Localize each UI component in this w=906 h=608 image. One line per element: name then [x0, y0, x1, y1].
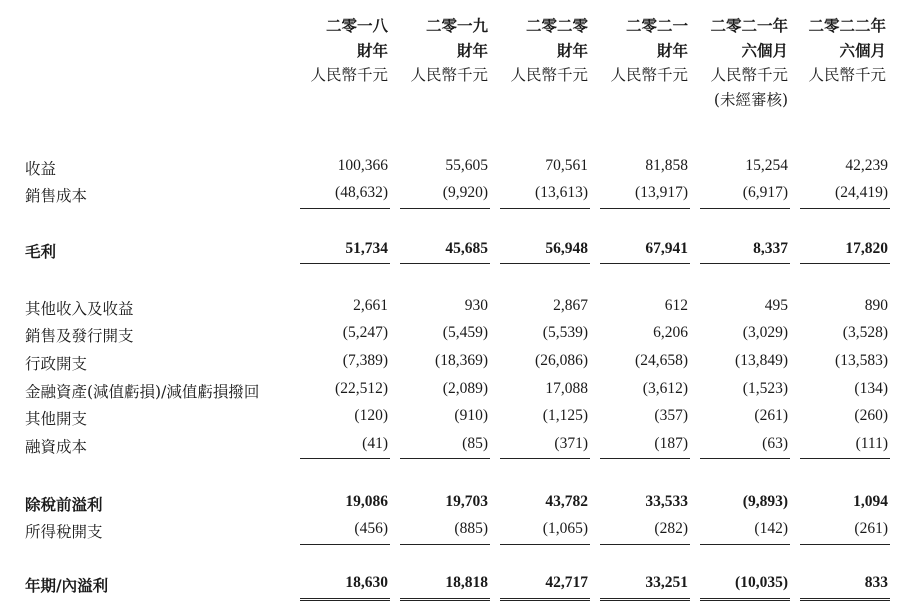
row-value: (3,029)	[742, 324, 788, 341]
row-value: (260)	[854, 407, 888, 424]
total-rule	[400, 263, 490, 264]
table-row-profit-for-period	[0, 571, 906, 597]
row-label: 除稅前溢利	[25, 495, 103, 514]
row-value: (371)	[554, 435, 588, 452]
row-value: 6,206	[653, 324, 688, 341]
header-currency: 人民幣千元	[410, 66, 488, 84]
row-value: 33,533	[645, 493, 688, 510]
table-row-profit-before-tax	[0, 490, 906, 516]
grand-total-double-rule	[800, 598, 890, 601]
row-value: 930	[464, 297, 488, 314]
total-rule	[600, 263, 690, 264]
row-label: 所得稅開支	[25, 523, 103, 541]
row-value: (26,086)	[535, 352, 588, 369]
row-value: (456)	[354, 520, 388, 537]
grand-total-double-rule	[400, 598, 490, 601]
row-label: 其他收入及收益	[25, 300, 134, 318]
subtotal-rule	[800, 208, 890, 209]
row-value: (13,917)	[635, 184, 688, 201]
table-row-gross-profit	[0, 237, 906, 263]
row-value: 19,086	[345, 493, 388, 510]
row-value: (910)	[454, 407, 488, 424]
subtotal-rule	[700, 544, 790, 545]
subtotal-rule	[600, 544, 690, 545]
header-currency: 人民幣千元	[710, 66, 788, 84]
row-value: (18,369)	[435, 352, 488, 369]
table-row-cost-of-sales	[0, 181, 906, 207]
column-header-fy2019	[392, 14, 488, 88]
grand-total-double-rule	[700, 598, 790, 601]
row-label: 銷售及發行開支	[25, 327, 134, 345]
row-value: 56,948	[545, 240, 588, 257]
subtotal-rule	[600, 208, 690, 209]
header-currency: 人民幣千元	[610, 66, 688, 84]
row-value: (142)	[754, 520, 788, 537]
row-value: 495	[764, 297, 788, 314]
subtotal-rule	[400, 544, 490, 545]
total-rule	[500, 263, 590, 264]
row-value: (63)	[762, 435, 788, 452]
row-value: 67,941	[645, 240, 688, 257]
row-label: 毛利	[25, 242, 57, 261]
row-value: (885)	[454, 520, 488, 537]
subtotal-rule	[800, 544, 890, 545]
column-header-fy2018	[292, 14, 388, 88]
row-value: 1,094	[853, 493, 888, 510]
row-value: 2,867	[553, 297, 588, 314]
row-value: (13,849)	[735, 352, 788, 369]
subtotal-rule	[500, 458, 590, 459]
total-rule	[300, 263, 390, 264]
row-value: 890	[864, 297, 888, 314]
row-label: 收益	[25, 160, 57, 178]
row-value: (120)	[354, 407, 388, 424]
row-value: 612	[664, 297, 688, 314]
row-value: (261)	[854, 520, 888, 537]
row-label: 銷售成本	[25, 187, 88, 205]
subtotal-rule	[300, 458, 390, 459]
subtotal-rule	[500, 544, 590, 545]
row-value: (111)	[855, 435, 888, 452]
subtotal-rule	[500, 208, 590, 209]
header-period: 二零二零	[525, 16, 588, 35]
row-value: 18,630	[345, 574, 388, 591]
row-value: 8,337	[753, 240, 788, 257]
grand-total-double-rule	[500, 598, 590, 601]
header-period-type: 六個月	[741, 40, 788, 60]
table-row-income-tax	[0, 517, 906, 543]
table-row-administrative-expenses	[0, 349, 906, 375]
row-value: 15,254	[745, 157, 788, 174]
row-value: 70,561	[545, 157, 588, 174]
subtotal-rule	[700, 458, 790, 459]
column-header-fy2021	[592, 14, 688, 88]
subtotal-rule	[400, 458, 490, 459]
row-value: 100,366	[337, 157, 388, 174]
header-unaudited-note: (未經審核)	[713, 90, 788, 109]
grand-total-double-rule	[300, 598, 390, 601]
row-value: 42,239	[845, 157, 888, 174]
header-period: 二零二一	[625, 16, 688, 35]
total-rule	[700, 263, 790, 264]
subtotal-rule	[800, 458, 890, 459]
table-row-revenue	[0, 154, 906, 180]
row-value: (2,089)	[442, 380, 488, 397]
row-value: 33,251	[645, 574, 688, 591]
table-row-other-income	[0, 294, 906, 320]
table-row-selling-expenses	[0, 321, 906, 347]
row-value: (41)	[362, 435, 388, 452]
row-value: (134)	[854, 380, 888, 397]
header-period-type: 財年	[656, 40, 688, 60]
row-value: (1,065)	[542, 520, 588, 537]
row-value: 81,858	[645, 157, 688, 174]
row-label: 金融資產(減值虧損)/減值虧損撥回	[25, 383, 260, 401]
header-currency: 人民幣千元	[808, 66, 886, 84]
row-value: 42,717	[545, 574, 588, 591]
header-period: 二零一八	[325, 16, 388, 35]
row-value: (7,389)	[342, 352, 388, 369]
row-value: 55,605	[445, 157, 488, 174]
header-period-type: 財年	[556, 40, 588, 60]
row-value: (5,539)	[542, 324, 588, 341]
table-row-impairment	[0, 377, 906, 403]
row-value: 2,661	[353, 297, 388, 314]
table-row-other-expenses	[0, 404, 906, 430]
row-value: (1,125)	[542, 407, 588, 424]
row-value: 833	[864, 574, 888, 591]
row-label: 其他開支	[25, 410, 88, 428]
total-rule	[800, 263, 890, 264]
row-value: (3,528)	[842, 324, 888, 341]
row-label: 年期/內溢利	[25, 576, 109, 595]
row-value: (282)	[654, 520, 688, 537]
row-value: (5,459)	[442, 324, 488, 341]
row-label: 行政開支	[25, 355, 88, 373]
subtotal-rule	[600, 458, 690, 459]
grand-total-double-rule	[600, 598, 690, 601]
row-value: (48,632)	[335, 184, 388, 201]
header-period-type: 六個月	[839, 40, 886, 60]
header-period-type: 財年	[356, 40, 388, 60]
header-period: 二零一九	[425, 16, 488, 35]
row-value: 17,088	[545, 380, 588, 397]
row-value: 19,703	[445, 493, 488, 510]
header-period-type: 財年	[456, 40, 488, 60]
subtotal-rule	[400, 208, 490, 209]
row-value: (9,893)	[742, 493, 788, 510]
row-value: (187)	[654, 435, 688, 452]
subtotal-rule	[700, 208, 790, 209]
header-currency: 人民幣千元	[310, 66, 388, 84]
column-header-fy2020	[492, 14, 588, 88]
table-row-finance-costs	[0, 432, 906, 458]
row-value: 17,820	[845, 240, 888, 257]
row-value: (3,612)	[642, 380, 688, 397]
column-header-6m2021	[692, 14, 788, 112]
row-value: 18,818	[445, 574, 488, 591]
row-value: (5,247)	[342, 324, 388, 341]
row-value: (13,583)	[835, 352, 888, 369]
row-value: 45,685	[445, 240, 488, 257]
column-header-6m2022	[790, 14, 886, 88]
row-value: (22,512)	[335, 380, 388, 397]
row-label: 融資成本	[25, 438, 88, 456]
row-value: (24,419)	[835, 184, 888, 201]
subtotal-rule	[300, 544, 390, 545]
row-value: (10,035)	[735, 574, 788, 591]
row-value: (13,613)	[535, 184, 588, 201]
row-value: (261)	[754, 407, 788, 424]
row-value: (85)	[462, 435, 488, 452]
subtotal-rule	[300, 208, 390, 209]
row-value: (1,523)	[742, 380, 788, 397]
row-value: 43,782	[545, 493, 588, 510]
header-period: 二零二二年	[808, 16, 886, 35]
row-value: (357)	[654, 407, 688, 424]
row-value: (9,920)	[442, 184, 488, 201]
row-value: (24,658)	[635, 352, 688, 369]
row-value: 51,734	[345, 240, 388, 257]
row-value: (6,917)	[742, 184, 788, 201]
header-currency: 人民幣千元	[510, 66, 588, 84]
header-period: 二零二一年	[710, 16, 788, 35]
